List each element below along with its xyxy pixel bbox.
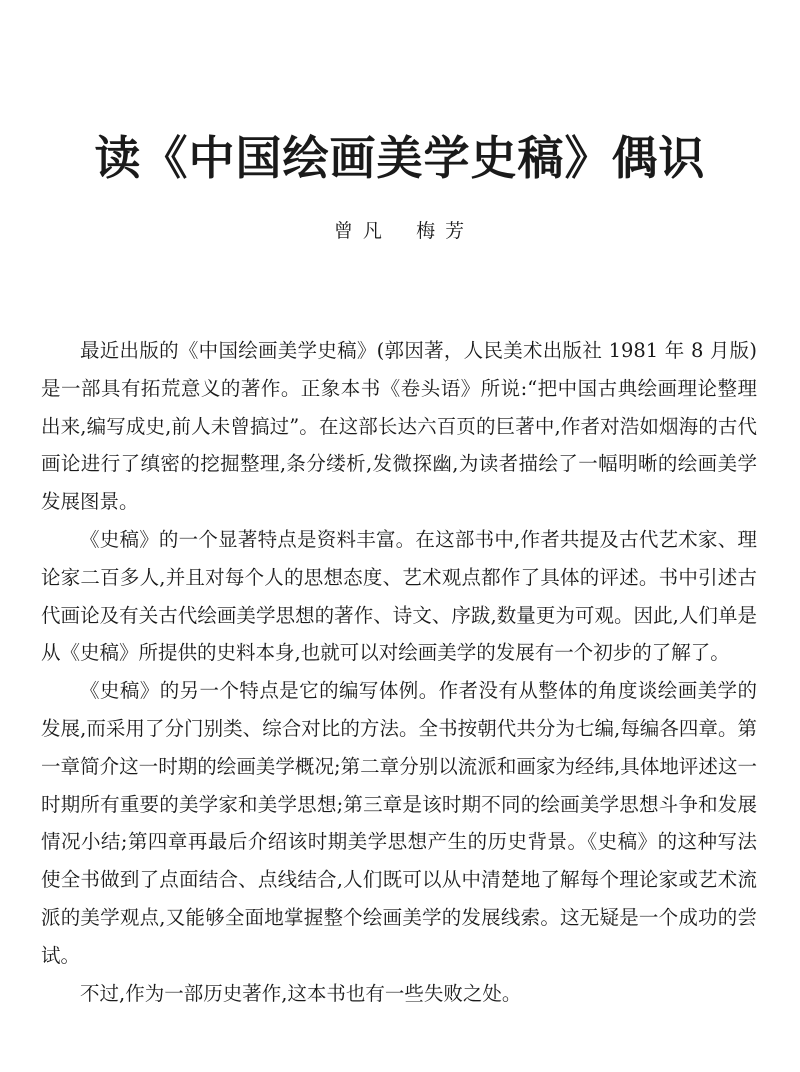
article-title: 读《中国绘画美学史稿》偶识 [94, 131, 706, 185]
article-authors: 曾 凡 梅 芳 [333, 220, 467, 242]
paragraph-3: 《史稿》的另一个特点是它的编写体例。作者没有从整体的角度谈绘画美学的发展,而采用了分门别类、综合对比的方法。全书按朝代共分为七编,每编各四章。第一章简介这一时期的绘画美学概况;第二章分别以流派和画家为经纬,具体地评述这一时期所有重要的美学家和美学思想;第三章是该时期不同的绘画美学思想斗争和发展情况小结;第四章再最后介绍该时期美学思想产生的历史背景。《史稿》的这种写法使全书做到了点面结合、点线结合,人们既可以从中清楚地了解每个理论家或艺术流派的美学观点,又能够全面地掌握整个绘画美学的发展线索。这无疑是一个成功的尝试。 [41, 679, 757, 967]
paragraph-2: 《史稿》的一个显著特点是资料丰富。在这部书中,作者共提及古代艺术家、理论家二百多人,并且对每个人的思想态度、艺术观点都作了具体的评述。书中引述古代画论及有关古代绘画美学思想的著作、诗文、序跋,数量更为可观。因此,人们单是从《史稿》所提供的史料本身,也就可以对绘画美学的发展有一个初步的了解了。 [41, 527, 757, 665]
article-body [41, 332, 757, 1012]
paragraph-1: 最近出版的《中国绘画美学史稿》(郭因著，人民美术出版社 1981 年 8 月版)是一部具有拓荒意义的著作。正象本书《卷头语》所说:“把中国古典绘画理论整理出来,编写成史,前人未曾搞过”。在这部长达六百页的巨著中,作者对浩如烟海的古代画论进行了缜密的挖掘整理,条分缕析,发微探幽,为读者描绘了一幅明晰的绘画美学发展图景。 [41, 339, 757, 514]
paragraph-4: 不过,作为一部历史著作,这本书也有一些失败之处。 [80, 981, 522, 1005]
